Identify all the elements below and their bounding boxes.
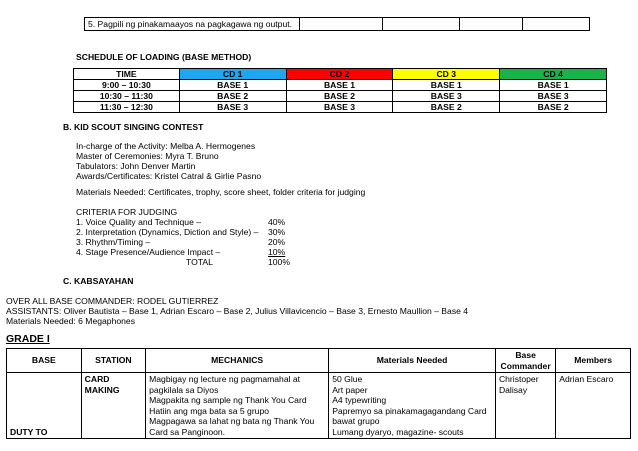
awards-line: Awards/Certificates: Kristel Catral & Girlie Pasno bbox=[76, 171, 262, 181]
mechanics-line: Magpakita ng sample ng Thank You Card bbox=[149, 395, 307, 405]
assistants-line: ASSISTANTS: Oliver Bautista – Base 1, Adrian Escaro – Base 2, Julius Villavicencio – Base 3, Ernesto Maullion – Base 4 bbox=[6, 306, 469, 316]
schedule-title: SCHEDULE OF LOADING (BASE METHOD) bbox=[76, 52, 252, 62]
tabulators-line: Tabulators: John Denver Martin bbox=[76, 161, 196, 171]
criteria-title: CRITERIA FOR JUDGING bbox=[76, 207, 178, 217]
mechanics-cell bbox=[146, 373, 329, 439]
table-cell: 11:30 – 12:30 bbox=[74, 102, 180, 113]
materials-line: 50 Glue bbox=[332, 374, 363, 384]
schedule-header-cd4: CD 4 bbox=[500, 69, 607, 80]
grade-header-materials: Materials Needed bbox=[329, 349, 496, 373]
section-c-heading: C. KABSAYAHAN bbox=[63, 276, 134, 286]
total-label: TOTAL bbox=[186, 257, 213, 267]
table-cell: BASE 1 bbox=[179, 80, 286, 91]
mechanics-line: Hatiin ang mga bata sa 5 grupo bbox=[149, 405, 270, 416]
table-cell: BASE 1 bbox=[393, 80, 500, 91]
top-table-cell-empty bbox=[300, 18, 383, 31]
grade-header-row bbox=[7, 349, 631, 373]
commander-cell bbox=[495, 373, 555, 439]
commander-line: OVER ALL BASE COMMANDER: RODEL GUTIERREZ bbox=[6, 296, 219, 306]
materials-line: A4 typewriting bbox=[332, 395, 387, 405]
criteria-item: 3. Rhythm/Timing – bbox=[76, 237, 151, 247]
criteria-item: 2. Interpretation (Dynamics, Diction and Style) – bbox=[76, 227, 259, 237]
table-cell: BASE 1 bbox=[500, 80, 607, 91]
top-table-cell: 5. Pagpili ng pinakamaayos na pagkagawa ng output. bbox=[85, 18, 300, 31]
grade-title: GRADE I bbox=[6, 333, 50, 345]
table-cell: BASE 3 bbox=[500, 91, 607, 102]
schedule-header-cd1: CD 1 bbox=[179, 69, 286, 80]
materials-line: bawat grupo bbox=[332, 416, 380, 426]
materials-line: Materials Needed: Certificates, trophy, score sheet, folder criteria for judging bbox=[76, 187, 366, 197]
table-cell: BASE 2 bbox=[393, 102, 500, 113]
table-cell: BASE 3 bbox=[286, 102, 393, 113]
grade-header-base: BASE bbox=[7, 349, 82, 373]
table-row bbox=[74, 102, 607, 113]
grade-header-mechanics: MECHANICS bbox=[146, 349, 329, 373]
mechanics-line: Magpagawa sa lahat ng bata ng Thank You bbox=[149, 416, 315, 426]
table-cell: BASE 2 bbox=[179, 91, 286, 102]
table-cell: BASE 3 bbox=[179, 102, 286, 113]
mc-line: Master of Ceremonies: Myra T. Bruno bbox=[76, 151, 219, 161]
total-pct: 100% bbox=[268, 257, 290, 267]
top-table bbox=[84, 17, 590, 31]
criteria-item: 4. Stage Presence/Audience Impact – bbox=[76, 247, 221, 257]
top-table-cell-empty bbox=[460, 18, 523, 31]
grade-table bbox=[6, 348, 631, 439]
grade-header-commander: Base Commander bbox=[495, 349, 555, 373]
commander-line: Dalisay bbox=[498, 384, 528, 395]
commander-line: Christoper bbox=[498, 374, 539, 384]
criteria-pct: 40% bbox=[268, 217, 286, 227]
table-row bbox=[85, 18, 590, 31]
table-row bbox=[74, 91, 607, 102]
section-b-heading: B. KID SCOUT SINGING CONTEST bbox=[63, 122, 204, 132]
base-value: DUTY TO bbox=[10, 426, 48, 437]
base-cell bbox=[7, 373, 82, 439]
table-row bbox=[74, 80, 607, 91]
mechanics-line: pagkilala sa Diyos bbox=[149, 384, 219, 395]
in-charge-line: In-charge of the Activity: Melba A. Hermogenes bbox=[76, 141, 256, 151]
schedule-header-cd2: CD 2 bbox=[286, 69, 393, 80]
table-cell: BASE 2 bbox=[500, 102, 607, 113]
station-line: MAKING bbox=[84, 384, 120, 395]
grade-header-station: STATION bbox=[81, 349, 145, 373]
table-row bbox=[7, 373, 631, 439]
top-table-cell-empty bbox=[383, 18, 460, 31]
table-cell: 9:00 – 10:30 bbox=[74, 80, 180, 91]
mechanics-line: Card sa Panginoon. bbox=[149, 426, 226, 437]
schedule-table bbox=[73, 68, 607, 113]
mechanics-line: Magbigay ng lecture ng pagmamahal at bbox=[149, 374, 301, 384]
criteria-item: 1. Voice Quality and Technique – bbox=[76, 217, 202, 227]
materials-line: Papremyo sa pinakamagagandang Card bbox=[332, 405, 487, 416]
station-cell bbox=[81, 373, 145, 439]
members-cell: Adrian Escaro bbox=[556, 373, 631, 439]
top-table-cell-empty bbox=[523, 18, 590, 31]
grade-header-members: Members bbox=[556, 349, 631, 373]
materials-line: Lumang dyaryo, magazine- scouts bbox=[332, 426, 464, 437]
schedule-header-row bbox=[74, 69, 607, 80]
criteria-pct: 30% bbox=[268, 227, 286, 237]
table-cell: BASE 1 bbox=[286, 80, 393, 91]
table-cell: BASE 3 bbox=[393, 91, 500, 102]
criteria-pct: 10% bbox=[268, 247, 286, 257]
schedule-header-time: TIME bbox=[74, 69, 180, 80]
criteria-pct: 20% bbox=[268, 237, 286, 247]
station-line: CARD bbox=[84, 374, 110, 384]
materials-line: Art paper bbox=[332, 384, 368, 395]
table-cell: 10:30 – 11:30 bbox=[74, 91, 180, 102]
table-cell: BASE 2 bbox=[286, 91, 393, 102]
materials-cell bbox=[329, 373, 496, 439]
schedule-header-cd3: CD 3 bbox=[393, 69, 500, 80]
megaphones-line: Materials Needed: 6 Megaphones bbox=[6, 316, 135, 326]
